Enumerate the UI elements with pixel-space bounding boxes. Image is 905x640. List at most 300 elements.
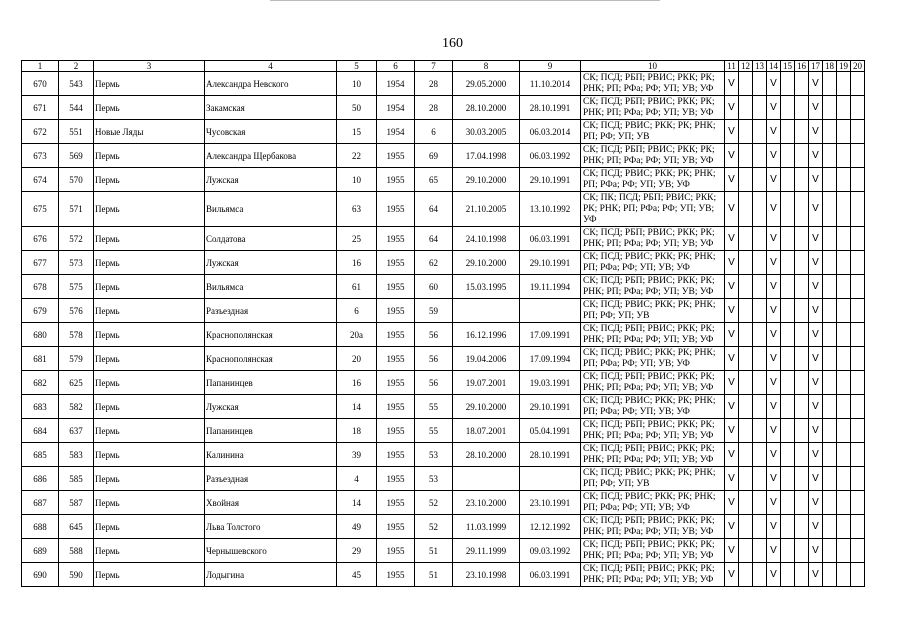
settlement-cell: Пермь (94, 96, 205, 120)
mark-cell-12 (739, 299, 753, 323)
mark-cell-18 (823, 275, 837, 299)
mark-cell-12 (739, 168, 753, 192)
mark-cell-20 (851, 371, 865, 395)
object-id-cell: 579 (59, 347, 94, 371)
build-year-cell: 1955 (377, 443, 415, 467)
mark-cell-16 (795, 192, 809, 227)
mark-cell-20 (851, 120, 865, 144)
units-cell: 64 (415, 192, 453, 227)
mark-cell-19 (837, 515, 851, 539)
column-header-8: 8 (453, 61, 520, 72)
column-header-12: 12 (739, 61, 753, 72)
mark-cell-19 (837, 419, 851, 443)
mark-cell-16 (795, 539, 809, 563)
column-header-7: 7 (415, 61, 453, 72)
column-header-13: 13 (753, 61, 767, 72)
mark-cell-20 (851, 323, 865, 347)
build-year-cell: 1955 (377, 467, 415, 491)
house-number-cell: 4 (337, 467, 377, 491)
mark-cell-13 (753, 371, 767, 395)
mark-cell-14: V (767, 443, 781, 467)
service-codes-cell: СК; ПСД; РВИС; РКК; РК; РНК; РП; РФа; РФ; УП; УВ; УФ (581, 491, 725, 515)
table-row (22, 168, 865, 192)
object-id-cell: 588 (59, 539, 94, 563)
mark-cell-14: V (767, 144, 781, 168)
mark-cell-18 (823, 443, 837, 467)
mark-cell-18 (823, 96, 837, 120)
row-number-cell: 671 (22, 96, 59, 120)
date-1-cell: 23.10.1998 (453, 563, 520, 587)
object-id-cell: 572 (59, 227, 94, 251)
column-header-4: 4 (205, 61, 337, 72)
object-id-cell: 625 (59, 371, 94, 395)
table-row (22, 323, 865, 347)
house-number-cell: 20 (337, 347, 377, 371)
house-number-cell: 25 (337, 227, 377, 251)
mark-cell-20 (851, 192, 865, 227)
mark-cell-19 (837, 347, 851, 371)
service-codes-cell: СК; ПСД; РБП; РВИС; РКК; РК; РНК; РП; РФа; РФ; УП; УВ; УФ (581, 323, 725, 347)
mark-cell-19 (837, 443, 851, 467)
mark-cell-14: V (767, 563, 781, 587)
mark-cell-11: V (725, 539, 739, 563)
mark-cell-15 (781, 491, 795, 515)
house-number-cell: 18 (337, 419, 377, 443)
date-2-cell: 17.09.1991 (520, 323, 581, 347)
mark-cell-14: V (767, 96, 781, 120)
table-row (22, 251, 865, 275)
units-cell: 69 (415, 144, 453, 168)
row-number-cell: 678 (22, 275, 59, 299)
mark-cell-12 (739, 251, 753, 275)
units-cell: 52 (415, 515, 453, 539)
build-year-cell: 1955 (377, 515, 415, 539)
mark-cell-12 (739, 539, 753, 563)
date-1-cell: 11.03.1999 (453, 515, 520, 539)
row-number-cell: 689 (22, 539, 59, 563)
mark-cell-18 (823, 168, 837, 192)
street-cell: Чернышевского (205, 539, 337, 563)
mark-cell-20 (851, 299, 865, 323)
mark-cell-19 (837, 72, 851, 96)
row-number-cell: 672 (22, 120, 59, 144)
mark-cell-15 (781, 251, 795, 275)
street-cell: Вильямса (205, 192, 337, 227)
table-row (22, 144, 865, 168)
settlement-cell: Пермь (94, 539, 205, 563)
object-id-cell: 590 (59, 563, 94, 587)
mark-cell-20 (851, 168, 865, 192)
row-number-cell: 674 (22, 168, 59, 192)
row-number-cell: 670 (22, 72, 59, 96)
settlement-cell: Пермь (94, 467, 205, 491)
table-row (22, 515, 865, 539)
build-year-cell: 1955 (377, 192, 415, 227)
object-id-cell: 587 (59, 491, 94, 515)
mark-cell-14: V (767, 72, 781, 96)
mark-cell-14: V (767, 515, 781, 539)
date-2-cell (520, 467, 581, 491)
mark-cell-19 (837, 323, 851, 347)
mark-cell-13 (753, 299, 767, 323)
row-number-cell: 677 (22, 251, 59, 275)
column-header-3: 3 (94, 61, 205, 72)
house-number-cell: 50 (337, 96, 377, 120)
build-year-cell: 1955 (377, 323, 415, 347)
street-cell: Лужская (205, 168, 337, 192)
date-1-cell: 19.04.2006 (453, 347, 520, 371)
mark-cell-16 (795, 168, 809, 192)
build-year-cell: 1955 (377, 168, 415, 192)
mark-cell-12 (739, 227, 753, 251)
build-year-cell: 1955 (377, 419, 415, 443)
mark-cell-15 (781, 168, 795, 192)
street-cell: Разъездная (205, 299, 337, 323)
house-number-cell: 29 (337, 539, 377, 563)
column-header-19: 19 (837, 61, 851, 72)
street-cell: Лужская (205, 251, 337, 275)
mark-cell-17: V (809, 371, 823, 395)
service-codes-cell: СК; ПСД; РБП; РВИС; РКК; РК; РНК; РП; РФа; РФ; УП; УВ; УФ (581, 144, 725, 168)
build-year-cell: 1955 (377, 227, 415, 251)
mark-cell-19 (837, 144, 851, 168)
mark-cell-11: V (725, 120, 739, 144)
mark-cell-13 (753, 168, 767, 192)
mark-cell-18 (823, 299, 837, 323)
mark-cell-17: V (809, 491, 823, 515)
mark-cell-13 (753, 72, 767, 96)
object-id-cell: 571 (59, 192, 94, 227)
date-2-cell: 06.03.1991 (520, 563, 581, 587)
page-number: 160 (442, 36, 463, 51)
settlement-cell: Пермь (94, 419, 205, 443)
settlement-cell: Пермь (94, 347, 205, 371)
mark-cell-16 (795, 323, 809, 347)
object-id-cell: 585 (59, 467, 94, 491)
build-year-cell: 1955 (377, 299, 415, 323)
date-2-cell: 29.10.1991 (520, 168, 581, 192)
mark-cell-13 (753, 251, 767, 275)
mark-cell-12 (739, 120, 753, 144)
date-2-cell: 06.03.1991 (520, 227, 581, 251)
mark-cell-17: V (809, 419, 823, 443)
mark-cell-13 (753, 275, 767, 299)
table-row (22, 419, 865, 443)
mark-cell-14: V (767, 275, 781, 299)
service-codes-cell: СК; ПСД; РБП; РВИС; РКК; РК; РНК; РП; РФа; РФ; УП; УВ; УФ (581, 227, 725, 251)
column-header-10: 10 (581, 61, 725, 72)
service-codes-cell: СК; ПСД; РБП; РВИС; РКК; РК; РНК; РП; РФа; РФ; УП; УВ; УФ (581, 563, 725, 587)
table-row (22, 539, 865, 563)
mark-cell-19 (837, 395, 851, 419)
units-cell: 60 (415, 275, 453, 299)
units-cell: 62 (415, 251, 453, 275)
service-codes-cell: СК; ПСД; РВИС; РКК; РК; РНК; РП; РФ; УП; УВ (581, 467, 725, 491)
mark-cell-15 (781, 563, 795, 587)
mark-cell-11: V (725, 144, 739, 168)
mark-cell-18 (823, 491, 837, 515)
mark-cell-17: V (809, 323, 823, 347)
settlement-cell: Пермь (94, 323, 205, 347)
street-cell: Вильямса (205, 275, 337, 299)
mark-cell-18 (823, 347, 837, 371)
street-cell: Александра Щербакова (205, 144, 337, 168)
date-1-cell (453, 467, 520, 491)
service-codes-cell: СК; ПСД; РБП; РВИС; РКК; РК; РНК; РП; РФа; РФ; УП; УВ; УФ (581, 96, 725, 120)
mark-cell-17: V (809, 563, 823, 587)
object-id-cell: 583 (59, 443, 94, 467)
object-id-cell: 578 (59, 323, 94, 347)
mark-cell-12 (739, 144, 753, 168)
mark-cell-11: V (725, 347, 739, 371)
mark-cell-16 (795, 96, 809, 120)
units-cell: 64 (415, 227, 453, 251)
mark-cell-16 (795, 144, 809, 168)
street-cell: Папанинцев (205, 419, 337, 443)
row-number-cell: 686 (22, 467, 59, 491)
date-1-cell: 23.10.2000 (453, 491, 520, 515)
object-id-cell: 543 (59, 72, 94, 96)
build-year-cell: 1955 (377, 144, 415, 168)
date-2-cell: 29.10.1991 (520, 251, 581, 275)
house-number-cell: 10 (337, 72, 377, 96)
street-cell: Александра Невского (205, 72, 337, 96)
service-codes-cell: СК; ПСД; РБП; РВИС; РКК; РК; РНК; РП; РФа; РФ; УП; УВ; УФ (581, 371, 725, 395)
row-number-cell: 673 (22, 144, 59, 168)
date-1-cell: 19.07.2001 (453, 371, 520, 395)
mark-cell-11: V (725, 467, 739, 491)
mark-cell-20 (851, 395, 865, 419)
mark-cell-12 (739, 395, 753, 419)
mark-cell-14: V (767, 491, 781, 515)
units-cell: 53 (415, 467, 453, 491)
mark-cell-14: V (767, 539, 781, 563)
service-codes-cell: СК; ПСД; РВИС; РКК; РК; РНК; РП; РФа; РФ; УП; УВ; УФ (581, 347, 725, 371)
mark-cell-13 (753, 144, 767, 168)
street-cell: Лодыгина (205, 563, 337, 587)
build-year-cell: 1955 (377, 491, 415, 515)
units-cell: 56 (415, 371, 453, 395)
settlement-cell: Пермь (94, 192, 205, 227)
mark-cell-13 (753, 227, 767, 251)
row-number-cell: 683 (22, 395, 59, 419)
build-year-cell: 1955 (377, 563, 415, 587)
mark-cell-19 (837, 96, 851, 120)
mark-cell-17: V (809, 539, 823, 563)
mark-cell-13 (753, 96, 767, 120)
units-cell: 55 (415, 419, 453, 443)
units-cell: 51 (415, 539, 453, 563)
service-codes-cell: СК; ПСД; РБП; РВИС; РКК; РК; РНК; РП; РФа; РФ; УП; УВ; УФ (581, 275, 725, 299)
mark-cell-15 (781, 275, 795, 299)
table-row (22, 120, 865, 144)
mark-cell-15 (781, 96, 795, 120)
house-number-cell: 49 (337, 515, 377, 539)
mark-cell-11: V (725, 192, 739, 227)
mark-cell-14: V (767, 227, 781, 251)
service-codes-cell: СК; ПСД; РВИС; РКК; РК; РНК; РП; РФ; УП; УВ (581, 299, 725, 323)
mark-cell-11: V (725, 371, 739, 395)
mark-cell-16 (795, 419, 809, 443)
mark-cell-12 (739, 419, 753, 443)
mark-cell-18 (823, 72, 837, 96)
mark-cell-11: V (725, 563, 739, 587)
date-1-cell: 17.04.1998 (453, 144, 520, 168)
mark-cell-14: V (767, 395, 781, 419)
house-number-cell: 16 (337, 371, 377, 395)
row-number-cell: 690 (22, 563, 59, 587)
mark-cell-11: V (725, 275, 739, 299)
table-row (22, 563, 865, 587)
date-1-cell (453, 299, 520, 323)
mark-cell-18 (823, 192, 837, 227)
mark-cell-18 (823, 563, 837, 587)
mark-cell-18 (823, 144, 837, 168)
row-number-cell: 679 (22, 299, 59, 323)
mark-cell-20 (851, 515, 865, 539)
mark-cell-18 (823, 395, 837, 419)
mark-cell-11: V (725, 168, 739, 192)
units-cell: 53 (415, 443, 453, 467)
settlement-cell: Пермь (94, 491, 205, 515)
mark-cell-12 (739, 275, 753, 299)
mark-cell-17: V (809, 227, 823, 251)
mark-cell-12 (739, 491, 753, 515)
mark-cell-17: V (809, 467, 823, 491)
date-2-cell: 06.03.1992 (520, 144, 581, 168)
mark-cell-11: V (725, 395, 739, 419)
mark-cell-15 (781, 120, 795, 144)
mark-cell-13 (753, 539, 767, 563)
house-number-cell: 20а (337, 323, 377, 347)
build-year-cell: 1955 (377, 539, 415, 563)
mark-cell-15 (781, 395, 795, 419)
mark-cell-11: V (725, 227, 739, 251)
service-codes-cell: СК; ПСД; РБП; РВИС; РКК; РК; РНК; РП; РФа; РФ; УП; УВ; УФ (581, 419, 725, 443)
units-cell: 55 (415, 395, 453, 419)
mark-cell-19 (837, 227, 851, 251)
service-codes-cell: СК; ПСД; РВИС; РКК; РК; РНК; РП; РФа; РФ; УП; УВ; УФ (581, 251, 725, 275)
mark-cell-13 (753, 192, 767, 227)
mark-cell-13 (753, 419, 767, 443)
row-number-cell: 675 (22, 192, 59, 227)
mark-cell-15 (781, 347, 795, 371)
mark-cell-20 (851, 251, 865, 275)
mark-cell-13 (753, 491, 767, 515)
mark-cell-14: V (767, 419, 781, 443)
settlement-cell: Пермь (94, 443, 205, 467)
street-cell: Разъездная (205, 467, 337, 491)
table-row (22, 96, 865, 120)
table-row (22, 275, 865, 299)
service-codes-cell: СК; ПСД; РБП; РВИС; РКК; РК; РНК; РП; РФа; РФ; УП; УВ; УФ (581, 443, 725, 467)
date-2-cell: 17.09.1994 (520, 347, 581, 371)
object-id-cell: 576 (59, 299, 94, 323)
mark-cell-19 (837, 192, 851, 227)
mark-cell-20 (851, 347, 865, 371)
mark-cell-20 (851, 443, 865, 467)
row-number-cell: 688 (22, 515, 59, 539)
mark-cell-18 (823, 323, 837, 347)
object-id-cell: 569 (59, 144, 94, 168)
row-number-cell: 684 (22, 419, 59, 443)
mark-cell-16 (795, 72, 809, 96)
settlement-cell: Пермь (94, 251, 205, 275)
mark-cell-19 (837, 120, 851, 144)
mark-cell-18 (823, 251, 837, 275)
mark-cell-12 (739, 563, 753, 587)
house-number-cell: 61 (337, 275, 377, 299)
date-2-cell: 11.10.2014 (520, 72, 581, 96)
mark-cell-12 (739, 72, 753, 96)
mark-cell-13 (753, 323, 767, 347)
mark-cell-13 (753, 120, 767, 144)
mark-cell-16 (795, 251, 809, 275)
service-codes-cell: СК; ПСД; РВИС; РКК; РК; РНК; РП; РФ; УП; УВ (581, 120, 725, 144)
house-number-cell: 63 (337, 192, 377, 227)
mark-cell-12 (739, 347, 753, 371)
units-cell: 28 (415, 96, 453, 120)
column-header-20: 20 (851, 61, 865, 72)
table-row (22, 467, 865, 491)
house-number-cell: 16 (337, 251, 377, 275)
column-header-9: 9 (520, 61, 581, 72)
date-1-cell: 28.10.2000 (453, 96, 520, 120)
mark-cell-12 (739, 323, 753, 347)
date-1-cell: 18.07.2001 (453, 419, 520, 443)
row-number-cell: 681 (22, 347, 59, 371)
mark-cell-11: V (725, 491, 739, 515)
mark-cell-13 (753, 515, 767, 539)
row-number-cell: 676 (22, 227, 59, 251)
date-2-cell: 29.10.1991 (520, 395, 581, 419)
mark-cell-14: V (767, 467, 781, 491)
mark-cell-11: V (725, 443, 739, 467)
street-cell: Калинина (205, 443, 337, 467)
mark-cell-17: V (809, 299, 823, 323)
mark-cell-20 (851, 72, 865, 96)
scan-top-line (270, 0, 660, 2)
mark-cell-14: V (767, 168, 781, 192)
mark-cell-20 (851, 96, 865, 120)
mark-cell-15 (781, 467, 795, 491)
table-row (22, 299, 865, 323)
row-number-cell: 687 (22, 491, 59, 515)
units-cell: 56 (415, 347, 453, 371)
mark-cell-17: V (809, 192, 823, 227)
mark-cell-16 (795, 515, 809, 539)
house-number-cell: 6 (337, 299, 377, 323)
house-number-cell: 14 (337, 491, 377, 515)
house-number-cell: 22 (337, 144, 377, 168)
mark-cell-13 (753, 467, 767, 491)
object-id-cell: 582 (59, 395, 94, 419)
street-cell: Краснополянская (205, 323, 337, 347)
mark-cell-17: V (809, 347, 823, 371)
table-row (22, 491, 865, 515)
settlement-cell: Пермь (94, 168, 205, 192)
mark-cell-12 (739, 371, 753, 395)
mark-cell-17: V (809, 96, 823, 120)
build-year-cell: 1954 (377, 72, 415, 96)
mark-cell-11: V (725, 72, 739, 96)
house-number-cell: 45 (337, 563, 377, 587)
units-cell: 52 (415, 491, 453, 515)
settlement-cell: Пермь (94, 275, 205, 299)
service-codes-cell: СК; ПСД; РБП; РВИС; РКК; РК; РНК; РП; РФа; РФ; УП; УВ; УФ (581, 539, 725, 563)
mark-cell-12 (739, 515, 753, 539)
mark-cell-17: V (809, 515, 823, 539)
